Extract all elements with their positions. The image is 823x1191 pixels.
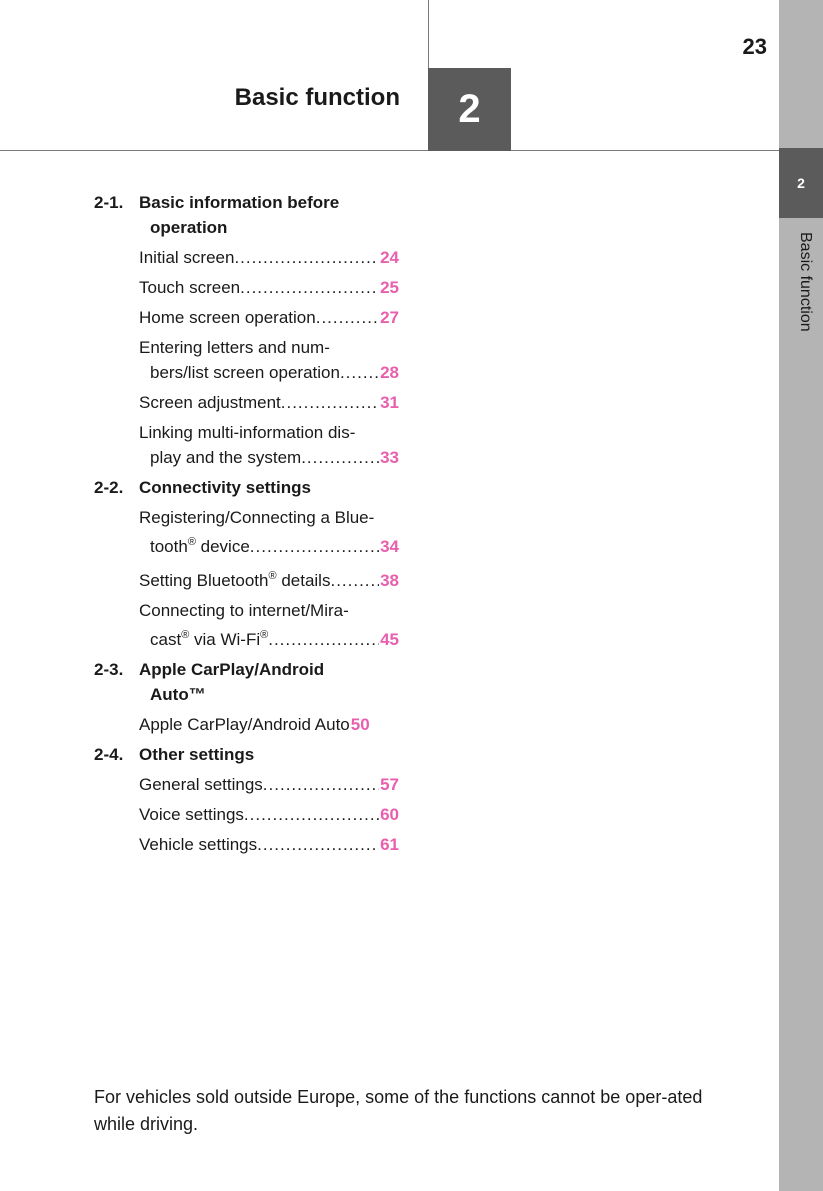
page-link[interactable]: 45 <box>380 630 399 649</box>
label-part: device <box>195 537 250 556</box>
section-title-line: operation <box>150 218 228 237</box>
dot-leader <box>268 627 379 652</box>
toc-entry-label <box>139 568 330 593</box>
toc-entry-label: Registering/Connecting a Blue- <box>139 508 375 527</box>
toc-entry-label: General settings <box>139 775 263 794</box>
label-part: Setting Bluetooth <box>139 571 269 590</box>
footer-note: For vehicles sold outside Europe, some of the functions cannot be oper-ated while driving. <box>94 1087 703 1134</box>
section-title-line: Basic information before <box>139 193 340 212</box>
page-link[interactable]: 60 <box>380 805 399 824</box>
toc-entry[interactable] <box>94 305 399 330</box>
label-part: tooth <box>150 537 188 556</box>
label-part: via Wi-Fi <box>189 630 261 649</box>
toc-entry[interactable] <box>94 505 399 559</box>
section-title-line: Apple CarPlay/Android <box>139 660 325 679</box>
section-title-line: Connectivity settings <box>139 478 311 497</box>
dot-leader <box>281 390 379 415</box>
registered-mark: ® <box>268 570 277 582</box>
toc-entry-label: Entering letters and num- <box>139 338 330 357</box>
chapter-number-box: 2 <box>428 68 511 151</box>
toc-entry[interactable] <box>94 802 399 827</box>
toc-entry[interactable] <box>94 335 399 385</box>
page-number: 23 <box>742 34 767 59</box>
section-title <box>139 190 399 240</box>
dot-leader <box>330 568 379 593</box>
label-part: cast <box>150 630 182 649</box>
toc-entry-label: Connecting to internet/Mira- <box>139 601 349 620</box>
dot-leader <box>244 802 379 827</box>
table-of-contents <box>94 190 399 862</box>
page-link[interactable]: 27 <box>380 308 399 327</box>
chapter-title: Basic function <box>234 84 400 111</box>
dot-leader <box>250 534 379 559</box>
page-link[interactable]: 57 <box>380 775 399 794</box>
toc-section-heading <box>94 657 399 707</box>
section-title <box>139 657 399 707</box>
page-link[interactable]: 34 <box>380 537 399 556</box>
toc-entry[interactable] <box>94 275 399 300</box>
toc-entry-label <box>150 627 268 652</box>
toc-entry[interactable] <box>94 832 399 857</box>
side-tab-chapter[interactable]: 2 <box>779 148 823 218</box>
page-link[interactable]: 31 <box>380 393 399 412</box>
toc-section-heading <box>94 190 399 240</box>
toc-entry[interactable] <box>94 568 399 593</box>
toc-entry-label: bers/list screen operation <box>150 363 340 382</box>
section-number: 2-4. <box>94 745 124 764</box>
toc-entry[interactable] <box>94 598 399 652</box>
toc-entry-label: Initial screen <box>139 248 235 267</box>
dot-leader <box>301 445 379 470</box>
registered-mark: ® <box>260 629 269 641</box>
toc-entry-label: Vehicle settings <box>139 835 258 854</box>
registered-mark: ® <box>181 629 190 641</box>
dot-leader <box>316 305 379 330</box>
toc-entry-label: Home screen operation <box>139 308 316 327</box>
side-tab-label: Basic function <box>797 232 814 332</box>
toc-entry[interactable] <box>94 390 399 415</box>
page-link[interactable]: 33 <box>380 448 399 467</box>
dot-leader <box>263 772 379 797</box>
toc-entry[interactable] <box>94 712 399 737</box>
toc-entry-label: Voice settings <box>139 805 244 824</box>
toc-entry-label: Apple CarPlay/Android Auto <box>139 715 350 734</box>
page-link[interactable]: 50 <box>350 715 370 734</box>
toc-section-heading <box>94 475 399 500</box>
toc-entry[interactable] <box>94 245 399 270</box>
toc-entry-label: play and the system <box>150 448 302 467</box>
toc-entry-label: Screen adjustment <box>139 393 281 412</box>
section-number: 2-3. <box>94 660 124 679</box>
header-divider <box>428 0 429 70</box>
section-title-line: Other settings <box>139 745 255 764</box>
header-rule <box>0 150 779 151</box>
toc-entry-label: Linking multi-information dis- <box>139 423 356 442</box>
toc-entry-label: Touch screen <box>139 278 241 297</box>
section-title <box>139 742 399 767</box>
section-number: 2-1. <box>94 193 124 212</box>
page-link[interactable]: 28 <box>380 363 399 382</box>
dot-leader <box>240 275 379 300</box>
page-link[interactable]: 61 <box>380 835 399 854</box>
label-part: details <box>276 571 331 590</box>
section-title-line: Auto™ <box>150 685 206 704</box>
dot-leader <box>234 245 379 270</box>
section-number: 2-2. <box>94 478 124 497</box>
page-link[interactable]: 25 <box>380 278 399 297</box>
dot-leader <box>257 832 379 857</box>
toc-entry[interactable] <box>94 420 399 470</box>
toc-section-heading <box>94 742 399 767</box>
page-link[interactable]: 24 <box>380 248 399 267</box>
page-link[interactable]: 38 <box>380 571 399 590</box>
toc-entry[interactable] <box>94 772 399 797</box>
section-title <box>139 475 399 500</box>
registered-mark: ® <box>187 536 196 548</box>
dot-leader <box>340 360 379 385</box>
toc-entry-label <box>150 534 250 559</box>
